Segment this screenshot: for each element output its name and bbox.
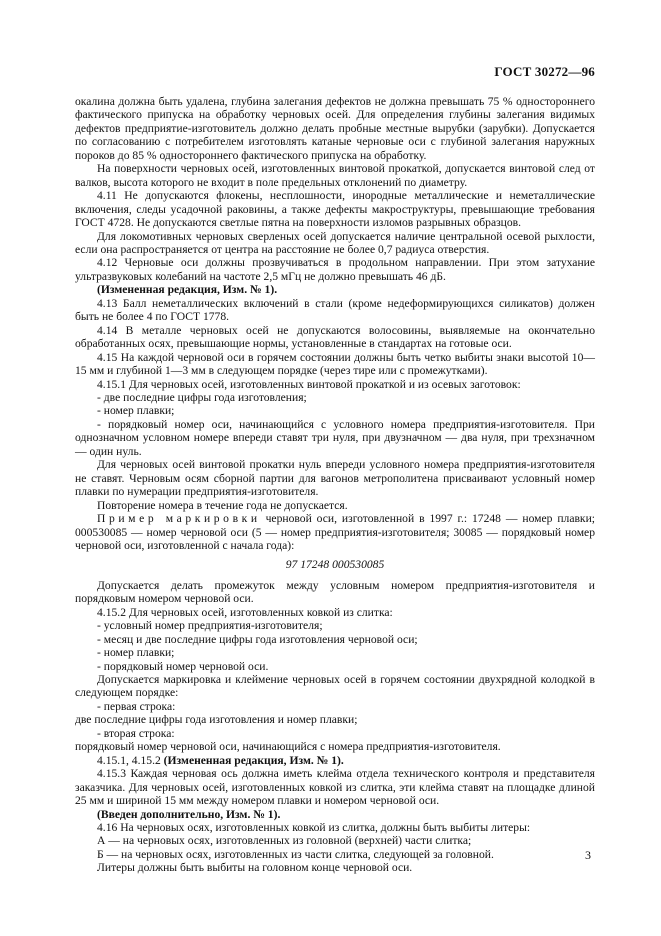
page-number: 3: [585, 848, 591, 862]
paragraph-text: (Измененная редакция, Изм. № 1).: [163, 753, 344, 767]
paragraph: 4.15.3 Каждая черновая ось должна иметь клейма отдела технического контроля и представителя заказчика. Для черновых осей, изготовленных ковкой из слитка, эти клейма ставят на площадке длиной 25 мм и шириной 15 мм между номером плавки и номером черновой оси.: [75, 767, 595, 808]
paragraph: Для черновых осей винтовой прокатки нуль впереди условного номера предприятия-изготовителя не ставят. Черновым осям сборной партии для вагонов метрополитена присваивают условный номер плавки по нумерации предприятия-изготовителя.: [75, 458, 595, 499]
paragraph: окалина должна быть удалена, глубина залегания дефектов не должна превышать 75 % одностороннего фактического припуска на обработку черновых осей. Для определения глубины залегания видимых дефектов предприятие-изготовитель должно делать пробные местные вырубки (зарубки). Допускается по согласованию с потребителем изготовлять катаные черновые оси с глубиной залегания наружных пороков до 85 % одностороннего фактического припуска на обработку.: [75, 95, 595, 162]
paragraph: две последние цифры года изготовления и номер плавки;: [75, 713, 358, 727]
clause-ref: 4.15.1, 4.15.2: [97, 753, 164, 767]
standard-header: ГОСТ 30272—96: [494, 64, 595, 79]
paragraph: - месяц и две последние цифры года изготовления черновой оси;: [97, 632, 418, 646]
paragraph: (Введен дополнительно, Изм. № 1).: [97, 807, 281, 821]
paragraph: 4.13 Балл неметаллических включений в стали (кроме недеформирующихся силикатов) должен быть не более 4 по ГОСТ 1778.: [75, 296, 595, 324]
paragraph: Допускается маркировка и клеймение черновых осей в горячем состоянии двухрядной колодкой в следующем порядке:: [75, 673, 595, 700]
paragraph: 4.16 На черновых осях, изготовленных ковкой из слитка, должны быть выбиты литеры:: [97, 821, 531, 835]
document-body: [75, 95, 595, 875]
paragraph: (Измененная редакция, Изм. № 1).: [97, 283, 278, 297]
paragraph: Литеры должны быть выбиты на головном конце черновой оси.: [97, 861, 413, 875]
paragraph: А — на черновых осях, изготовленных из головной (верхней) части слитка;: [97, 834, 472, 848]
paragraph: - порядковый номер оси, начинающийся с условного номера предприятия-изготовителя. При однозначном условном номере впереди ставят три нуля, при двузначном — два нуля, при трехзначном — один нуль.: [75, 417, 595, 458]
paragraph: Допускается делать промежуток между условным номером предприятия-изготовителя и порядковым номером черновой оси.: [75, 578, 595, 606]
paragraph: 4.15.1 Для черновых осей, изготовленных винтовой прокаткой и из осевых заготовок:: [97, 377, 521, 391]
paragraph: порядковый номер черновой оси, начинающийся с номера предприятия-изготовителя.: [75, 740, 501, 754]
paragraph-text: черновой оси, изготовленной в 1997 г.: 17248 — номер плавки; 000530085 — номер черновой оси (5 — номер предприятия-изготовителя; 30085 — порядковый номер черновой оси, изготовленной с начала года):: [75, 512, 595, 552]
paragraph: - первая строка:: [97, 699, 176, 713]
paragraph: На поверхности черновых осей, изготовленных винтовой прокаткой, допускается винтовой след от валков, высота которого не входит в поле предельных отклонений по диаметру.: [75, 162, 595, 189]
paragraph: [75, 512, 595, 552]
paragraph: - номер плавки;: [97, 404, 175, 418]
paragraph: 4.11 Не допускаются флокены, несплошности, инородные металлические и неметаллические включения, следы усадочной раковины, а также дефекты макроструктуры, превышающие требования ГОСТ 4728. Не допускаются светлые пятна на поверхности изломов разрывных образцов.: [75, 189, 595, 230]
paragraph: [75, 754, 595, 767]
paragraph: - номер плавки;: [97, 646, 175, 660]
paragraph: - две последние цифры года изготовления;: [97, 390, 307, 404]
paragraph: Для локомотивных черновых сверленых осей допускается наличие центральной осевой рыхлости, если она распространяется от центра на расстояние не более 0,7 радиуса отверстия.: [75, 229, 595, 256]
paragraph: - вторая строка:: [97, 726, 175, 740]
paragraph: 4.14 В металле черновых осей не допускаются волосовины, выявляемые на окончательно обработанных осях, превышающие нормы, установленные в стандартах на готовые оси.: [75, 323, 595, 351]
paragraph: 4.15 На каждой черновой оси в горячем состоянии должны быть четко выбиты знаки высотой 10—15 мм и глубиной 1—3 мм в следующем порядке (через тире или с промежутками).: [75, 350, 595, 378]
paragraph: 4.15.2 Для черновых осей, изготовленных ковкой из слитка:: [97, 605, 393, 619]
paragraph: - условный номер предприятия-изготовителя;: [97, 619, 323, 633]
paragraph: 4.12 Черновые оси должны прозвучиваться в продольном направлении. При этом затухание ультразвуковых колебаний на частоте 2,5 мГц не должно превышать 46 дБ.: [75, 256, 595, 283]
paragraph: Повторение номера в течение года не допускается.: [97, 498, 348, 512]
paragraph: - порядковый номер черновой оси.: [97, 659, 269, 673]
marking-example-code: 97 17248 000530085: [285, 558, 385, 572]
example-lead: Пример маркировки: [97, 512, 261, 526]
paragraph: Б — на черновых осях, изготовленных из части слитка, следующей за головной.: [97, 847, 494, 861]
